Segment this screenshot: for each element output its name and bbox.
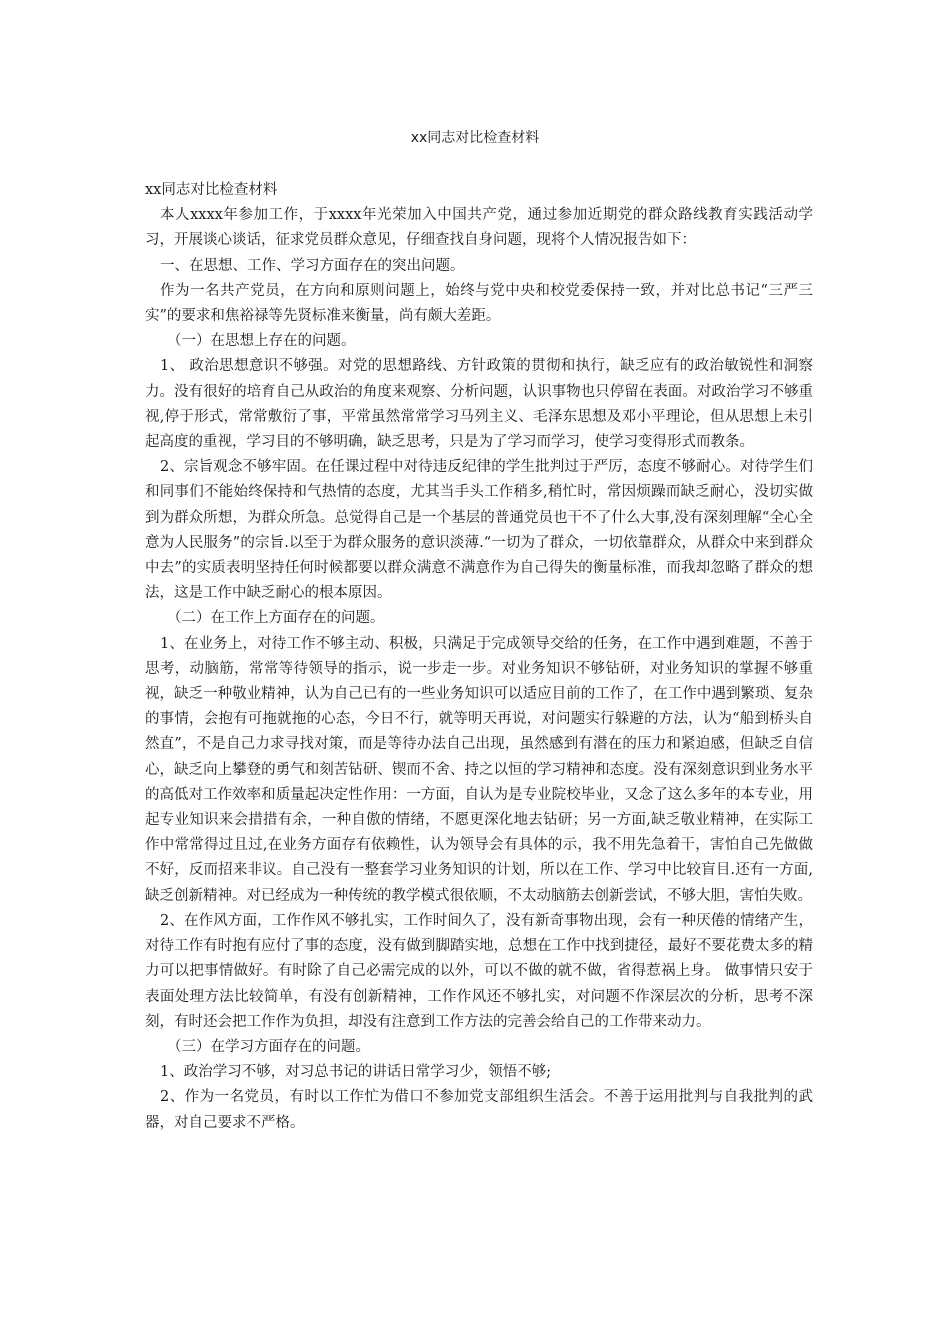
paragraph: xx同志对比检查材料 xyxy=(145,182,278,198)
paragraph: 2、作为一名党员，有时以工作忙为借口不参加党支部组织生活会。不善于运用批判与自我批判的武器，对自己要求不严格。 xyxy=(145,1089,813,1131)
paragraph: 2、在作风方面，工作作风不够扎实，工作时间久了，没有新奇事物出现，会有一种厌倦的情绪产生，对待工作有时抱有应付了事的态度，没有做到脚踏实地，总想在工作中找到捷径，最好不要花费太多的精力可以把事情做好。有时除了自己必需完成的以外，可以不做的就不做，省得惹祸上身。 做事情只安于表面处理方法比较简单，有没有创新精神，工作作风还不够扎实，对问题不作深层次的分析，思考不深刻，有时还会把工作作为负担，却没有注意到工作方法的完善会给自己的工作带来动力。 xyxy=(145,912,813,1030)
document-body xyxy=(145,178,813,1136)
paragraph: 1、在业务上，对待工作不够主动、积极，只满足于完成领导交给的任务，在工作中遇到难题，不善于思考，动脑筋，常常等待领导的指示，说一步走一步。对业务知识不够钻研，对业务知识的掌握不够重视，缺乏一种敬业精神，认为自己已有的一些业务知识可以适应目前的工作了，在工作中遇到繁琐、复杂的事情，会抱有可拖就拖的心态，今日不行，就等明天再说，对问题实行躲避的方法，认为“船到桥头自然直”，不是自己力求寻找对策，而是等待办法自己出现，虽然感到有潜在的压力和紧迫感，但缺乏自信心，缺乏向上攀登的勇气和刻苦钻研、锲而不舍、持之以恒的学习精神和态度。没有深刻意识到业务水平的高低对工作效率和质量起决定性作用：一方面，自认为是专业院校毕业，又念了这么多年的本专业，用起专业知识来会措措有余，一种自傲的情绪，不愿更深化地去钻研；另一方面,缺乏敬业精神，在实际工作中常常得过且过,在业务方面存有依赖性，认为领导会有具体的示，我不用先急着干，害怕自己先做做不好，反而招来非议。自己没有一整套学习业务知识的计划，所以在工作、学习中比较盲目.还有一方面,缺乏创新精神。对已经成为一种传统的教学模式很依顺，不太动脑筋去创新尝试，不够大胆，害怕失败。 xyxy=(145,635,813,904)
paragraph: 1、 政治思想意识不够强。对党的思想路线、方针政策的贯彻和执行，缺乏应有的政治敏锐性和洞察力。没有很好的培育自己从政治的角度来观察、分析问题，认识事物也只停留在表面。对政治学习不够重视,停于形式，常常敷衍了事，平常虽然常常学习马列主义、毛泽东思想及邓小平理论，但从思想上未引起高度的重视，学习目的不够明确，缺乏思考，只是为了学习而学习，使学习变得形式而教条。 xyxy=(145,358,813,451)
paragraph: 一、在思想、工作、学习方面存在的突出问题。 xyxy=(160,257,465,274)
paragraph: （二）在工作上方面存在的问题。 xyxy=(167,610,385,627)
paragraph: 1、政治学习不够，对习总书记的讲话日常学习少，领悟不够; xyxy=(160,1064,552,1081)
paragraph: （三）在学习方面存在的问题。 xyxy=(167,1038,370,1055)
paragraph: 作为一名共产党员，在方向和原则问题上，始终与党中央和校党委保持一致，并对比总书记“三严三实”的要求和焦裕禄等先贤标准来衡量，尚有颇大差距。 xyxy=(145,282,813,325)
paragraph: 2、宗旨观念不够牢固。在任课过程中对待违反纪律的学生批判过于严厉，态度不够耐心。对待学生们和同事们不能始终保持和气热情的态度，尤其当手头工作稍多,稍忙时，常因烦躁而缺乏耐心，没切实做到为群众所想，为群众所急。总觉得自己是一个基层的普通党员也干不了什么大事,没有深刻理解“全心全意为人民服务”的宗旨.以至于为群众服务的意识淡薄.“一切为了群众，一切依靠群众，从群众中来到群众中去”的实质表明坚持任何时候都要以群众满意不满意作为自己得失的衡量标准，而我却忽略了群众的想法，这是工作中缺乏耐心的根本原因。 xyxy=(145,459,813,602)
paragraph: 本人xxxx年参加工作，于xxxx年光荣加入中国共产党，通过参加近期党的群众路线教育实践活动学习，开展谈心谈话，征求党员群众意见，仔细查找自身问题，现将个人情况报告如下： xyxy=(145,207,813,249)
document-title: xx同志对比检查材料 xyxy=(410,130,540,146)
paragraph: （一）在思想上存在的问题。 xyxy=(167,333,356,350)
